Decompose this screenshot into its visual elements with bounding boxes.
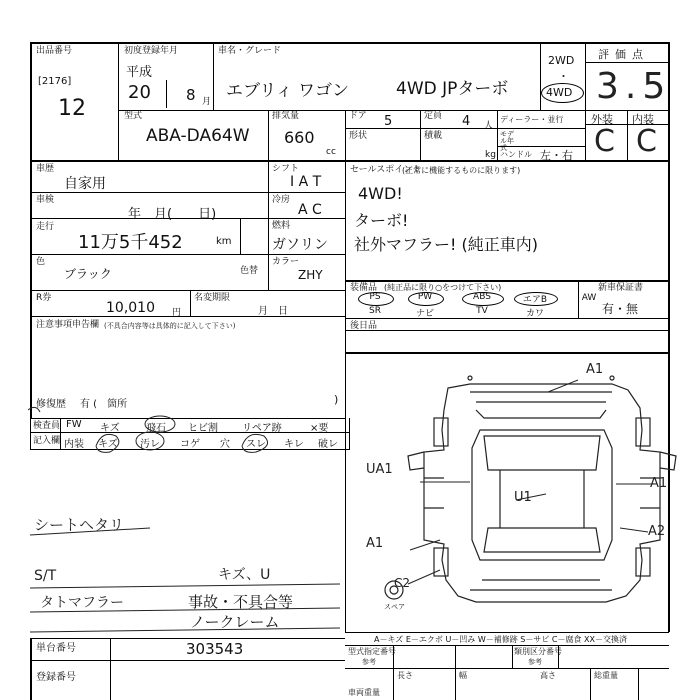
note-st: S/T [34,568,57,584]
equip-tv: TV [476,306,488,316]
selling-label: セールスポイント [350,165,422,175]
inspection-label: 車検 [36,195,55,205]
ac-value: A C [298,202,322,218]
ref-label: 参考 [362,658,376,666]
mileage-unit: km [216,236,232,247]
seats-label: 定員 [424,111,443,121]
mark-left-a1: A1 [366,536,384,551]
length-label: 長さ [397,671,413,680]
equipment-sub: (純正品に限り○をつけて下さい) [384,283,502,292]
unit-number: 303543 [186,640,244,658]
mileage-value: 11万5千452 [78,232,183,253]
load-unit: kg [485,150,496,160]
equip-ps: PS [369,292,381,302]
warranty-label: 新車保証書 [598,283,644,293]
interior-grade: C [636,124,657,159]
recycle-label: R券 [36,293,52,303]
exterior-grade: C [594,124,615,159]
insp-tear: 破レ [318,439,338,450]
insp-chip: 飛石 [146,423,166,434]
seats-unit: 人 [484,121,494,131]
mark-right-a2: A2 [648,524,666,539]
mark-right-a1: A1 [650,476,668,491]
engine-cc: 660 [284,128,315,147]
reg-year: 20 [128,82,151,103]
equip-leather: カワ [525,309,544,319]
car-name: エブリィ ワゴン [226,81,350,101]
mark-front-a1: A1 [586,362,604,377]
warranty-value: 有・無 [602,302,639,316]
doors: 5 [384,114,393,129]
insp-hole: 穴 [220,439,230,450]
drive-2wd: 2WD [548,54,575,67]
insp-int-scratch: キズ [98,439,118,450]
ref-label-2: 参考 [528,658,542,666]
equip-navi: ナビ [415,309,434,319]
spare-label: スペア [384,603,405,611]
model-code: ABA-DA64W [146,126,250,146]
seats: 4 [462,114,471,129]
car-grade: 4WD JPターボ [396,79,509,99]
classify-label: 類別区分番号 [514,647,562,656]
doors-label: ドア [349,111,367,121]
color-value: ブラック [64,267,112,281]
handle: 左・右 [540,149,573,162]
notes-label: 注意事項申告欄 [36,320,100,330]
insp-wear: スレ [246,439,266,450]
model-year-label: モデル年式 [500,130,514,152]
insp-scratch: キズ [100,423,120,434]
score-value: 3.5 [596,66,672,107]
reg-month: 8 [186,86,196,104]
equip-abs: ABS [473,292,491,302]
title-deadline-label: 名変期限 [194,293,231,303]
color-label: 色 [36,257,46,267]
repair-label: 修復歴 [36,399,66,410]
history-value: 自家用 [64,176,106,192]
drive-dot: ・ [558,70,569,83]
insp-fw: FW [66,419,82,430]
cc-unit: cc [326,147,336,157]
shape-label: 形状 [349,131,368,141]
fuel-label: 燃料 [272,221,291,231]
equipment-label: 装備品 [350,283,378,293]
inspector-label-1: 検査員 [33,421,61,431]
fuel-value: ガソリン [272,237,328,253]
lot-number: 12 [58,96,86,121]
selling-sub: (正常に機能するものに限ります) [402,166,521,175]
car-name-label: 車名・グレード [218,46,282,56]
lot-label: 出品番号 [36,46,73,56]
insp-interior: 内装 [64,439,84,450]
recycle-value: 10,010 [106,300,155,316]
insp-crack: ヒビ割 [188,423,218,434]
width-label: 幅 [459,671,467,680]
score-label: 評価点 [598,48,649,61]
mark-rear-c2: C2 [394,576,411,590]
note-scratch-u: キズ、U [218,567,271,583]
equip-aw: AW [581,293,597,303]
load-label: 積載 [424,131,443,141]
month-unit: 月 [202,97,212,107]
note-muffler: タトマフラー [40,595,124,611]
insp-cut: キレ [284,439,304,450]
repair-close: ) [334,393,339,406]
repair-value: 有 ( 箇所 [80,399,128,410]
interior-label: 内装 [632,113,654,126]
rear-items-label: 後日品 [350,321,378,331]
total-weight-label: 総重量 [594,671,618,680]
remarks-line-2: ノークレーム [190,613,280,631]
handle-label: ハンドル [500,150,532,159]
inspector-label-2: 記入欄 [33,436,61,446]
recycle-unit: 円 [172,308,182,318]
color-code: ZHY [298,268,323,282]
drive-4wd: 4WD [546,86,573,99]
insp-burn: コゲ [180,439,200,450]
mark-roof-u1: U1 [514,490,532,505]
remarks-line-1: 事故・不具合等 [188,593,294,611]
inspection-value: 年 月( 日) [128,207,217,222]
history-label: 車歴 [36,164,55,174]
color-code-label: カラー [272,257,300,267]
color-change-label: 色替 [240,266,259,276]
cc-label: 排気量 [272,111,300,121]
model-label: 型式 [124,111,143,121]
insp-needs: ×要 [310,423,329,434]
selling-line-1: 4WD! [358,184,403,203]
dealer-label: ディーラー・並行 [500,115,564,124]
mark-left-ua1: UA1 [366,462,393,477]
shift-label: シフト [272,164,300,174]
notes-sub: (不具合内容等は具体的に記入して下さい) [104,322,236,330]
insp-repair-trace: リペア跡 [242,423,282,434]
equip-pw: PW [417,292,433,302]
equip-sr: SR [369,306,381,316]
insp-stain: 汚レ [140,439,160,450]
era: 平成 [126,65,153,80]
damage-legend: A－キズ E－エクボ U－凹み W－補修跡 S－サビ C－腐食 XX－交換済 [374,635,628,644]
mileage-label: 走行 [36,222,55,232]
note-seat-wear: シートヘタリ [34,516,125,534]
selling-line-2: ターボ! [354,211,409,230]
height-label: 高さ [540,671,556,680]
equip-airbag: エアB [522,295,548,305]
title-deadline: 月 日 [258,306,288,317]
reg-label: 登録番号 [36,672,76,683]
selling-line-3: 社外マフラー! (純正車内) [354,235,538,254]
model-spec-label: 型式指定番号 [348,647,396,656]
shift-value: I A T [290,174,322,190]
first-reg-label: 初度登録年月 [124,46,179,56]
weight-label: 車両重量 [348,688,380,697]
lot-code: [2176] [38,76,72,87]
ac-label: 冷房 [272,195,291,205]
exterior-label: 外装 [591,113,613,126]
unit-label: 単台番号 [36,643,76,654]
